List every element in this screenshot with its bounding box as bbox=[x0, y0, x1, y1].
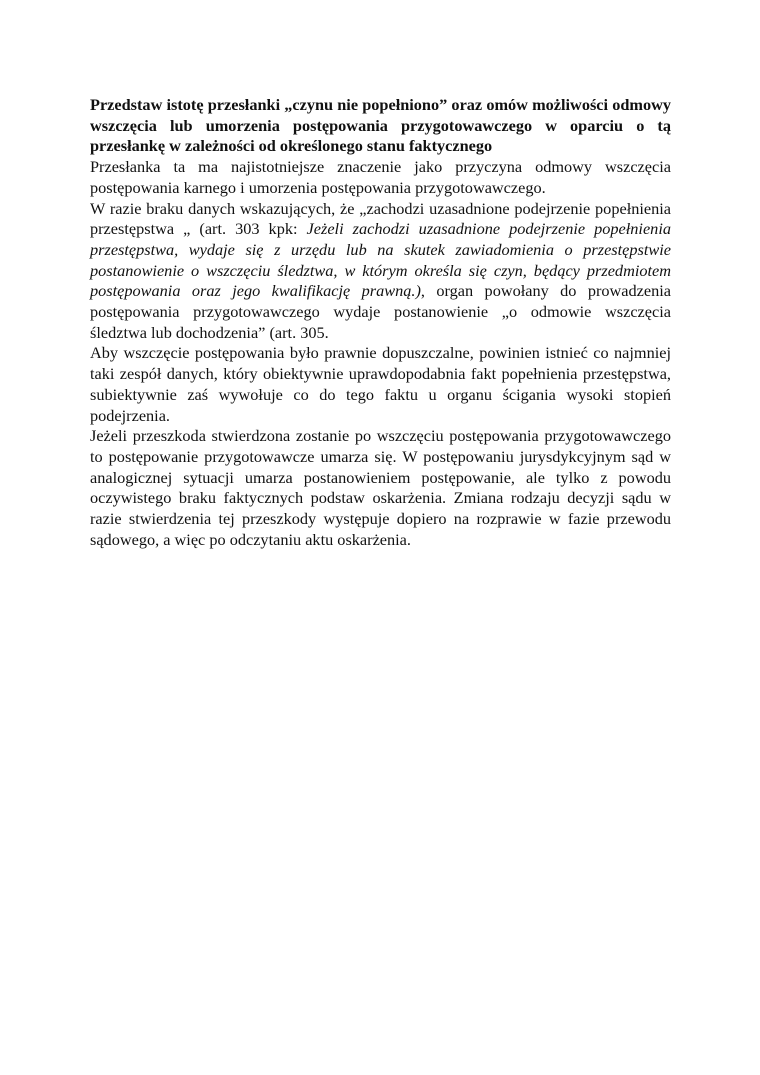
article-303-quote: Jeżeli zachodzi uzasadnione podejrzenie popełnienia przestępstwa, wydaje się z urzędu lub na skutek zawiadomienia o przestępstwie postanowienie o wszczęciu śledztwa, w którym określa się czyn, będący przedmiotem postępowania oraz jego kwalifikację prawną.) bbox=[90, 219, 671, 301]
paragraph-3: Aby wszczęcie postępowania było prawnie dopuszczalne, powinien istnieć co najmniej taki zespół danych, który obiektywnie uprawdopodabnia fakt popełnienia przestępstwa, subiektywnie zaś wywołuje co do tego faktu u organu ścigania wysoki stopień podejrzenia. bbox=[90, 343, 671, 425]
paragraph-4: Jeżeli przeszkoda stwierdzona zostanie po wszczęciu postępowania przygotowawczego to postępowanie przygotowawcze umarza się. W postępowaniu jurysdykcyjnym sąd w analogicznej sytuacji umarza postanowieniem postępowanie, ale tylko z powodu oczywistego braku faktycznych podstaw oskarżenia. Zmiana rodzaju decyzji sądu w razie stwierdzenia tej przeszkody występuje dopiero na rozprawie w fazie przewodu sądowego, a więc po odczytaniu aktu oskarżenia. bbox=[90, 426, 671, 549]
paragraph-2 bbox=[90, 199, 671, 344]
paragraph-1: Przesłanka ta ma najistotniejsze znaczenie jako przyczyna odmowy wszczęcia postępowania karnego i umorzenia postępowania przygotowawczego. bbox=[90, 157, 671, 197]
paragraph-2-end: , organ powołany do prowadzenia postępowania przygotowawczego wydaje postanowienie „o odmowie wszczęcia śledztwa lub dochodzenia” (art. 305. bbox=[90, 281, 671, 342]
document-body bbox=[90, 95, 671, 550]
paragraph-2-start: W razie braku danych wskazujących, że „zachodzi uzasadnione podejrzenie popełnienia przestępstwa „ (art. 303 kpk: bbox=[90, 198, 671, 239]
question-heading: Przedstaw istotę przesłanki „czynu nie popełniono” oraz omów możliwości odmowy wszczęcia lub umorzenia postępowania przygotowawczego w oparciu o tą przesłankę w zależności od określonego stanu faktycznego bbox=[90, 95, 671, 156]
